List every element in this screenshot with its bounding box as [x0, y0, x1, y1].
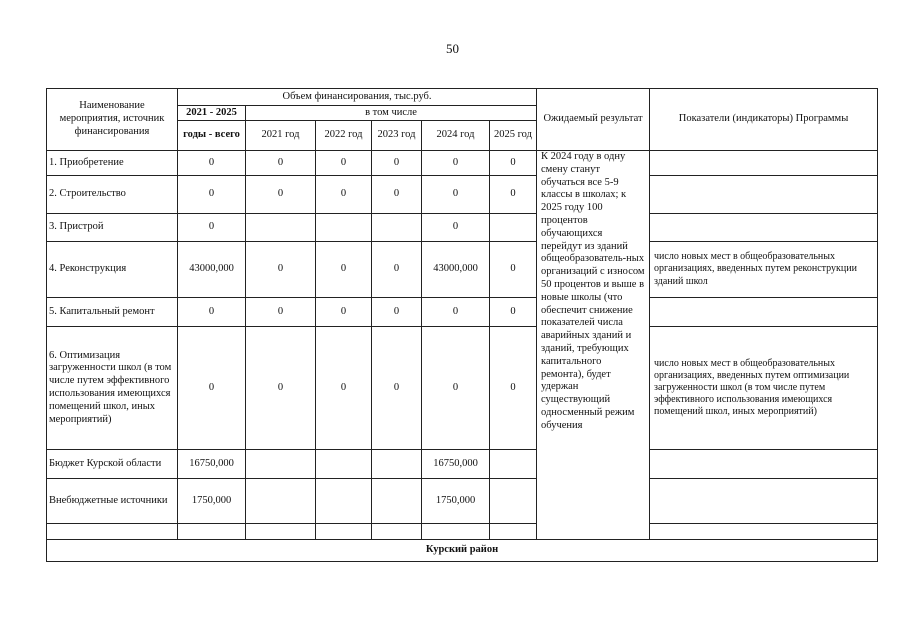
row-name: 3. Пристрой — [47, 214, 178, 242]
row-2021: 0 — [246, 298, 316, 327]
row-2022: 0 — [316, 298, 372, 327]
row-2021: 0 — [246, 242, 316, 298]
row-2025: 0 — [490, 242, 537, 298]
row-name: 6. Оптимизация загруженности школ (в том числе путем эффективного использования имеющихся помещений школ, иных мероприятий) — [47, 327, 178, 450]
indicator-cell — [650, 479, 878, 524]
row-name: Внебюджетные источники — [47, 479, 178, 524]
indicator-cell — [650, 450, 878, 479]
table-row — [47, 214, 878, 242]
row-2022 — [316, 214, 372, 242]
row-2024: 16750,000 — [422, 450, 490, 479]
row-name: 5. Капитальный ремонт — [47, 298, 178, 327]
table-row — [47, 176, 878, 214]
row-2022: 0 — [316, 327, 372, 450]
row-total: 0 — [178, 176, 246, 214]
row-2024: 1750,000 — [422, 479, 490, 524]
row-total: 1750,000 — [178, 479, 246, 524]
header-row-1 — [47, 89, 878, 106]
row-name: 4. Реконструкция — [47, 242, 178, 298]
row-2021: 0 — [246, 151, 316, 176]
header-year-2022: 2022 год — [316, 121, 372, 151]
row-2022 — [316, 450, 372, 479]
row-2024: 0 — [422, 327, 490, 450]
header-year-2025: 2025 год — [490, 121, 537, 151]
header-year-2023: 2023 год — [372, 121, 422, 151]
empty-cell — [246, 524, 316, 540]
row-2024: 0 — [422, 214, 490, 242]
row-name: 2. Строительство — [47, 176, 178, 214]
indicator-cell — [650, 151, 878, 176]
row-2025 — [490, 479, 537, 524]
header-period: 2021 - 2025 — [178, 106, 246, 121]
indicator-optimization: число новых мест в общеобразовательных организациях, введенных путем оптимизации загруженности школ (в том числе путем эффективного использования имеющихся помещений школ, иных мероприятий) — [650, 327, 878, 450]
header-year-2021: 2021 год — [246, 121, 316, 151]
budget-table — [46, 88, 878, 562]
empty-cell — [47, 524, 178, 540]
row-total: 43000,000 — [178, 242, 246, 298]
row-2023 — [372, 214, 422, 242]
row-total: 0 — [178, 214, 246, 242]
indicator-cell — [650, 214, 878, 242]
header-name-col: Наименование мероприятия, источник финансирования — [47, 89, 178, 151]
row-2023 — [372, 450, 422, 479]
row-name: 1. Приобретение — [47, 151, 178, 176]
empty-cell — [178, 524, 246, 540]
table-row — [47, 479, 878, 524]
row-2021: 0 — [246, 176, 316, 214]
table-row — [47, 298, 878, 327]
row-2023: 0 — [372, 151, 422, 176]
expected-result-text: К 2024 году в одну смену станут обучаться все 5-9 классы в школах; к 2025 году 100 процентов обучающихся перейдут из зданий общеобразователь-ных организаций с износом 50 процентов и выше в новые школы (что обеспечит снижение показателей числа аварийных зданий и зданий, требующих капитального ремонта), будет удержан существующий односменный режим обучения — [537, 151, 650, 540]
table-row — [47, 151, 878, 176]
row-2021 — [246, 450, 316, 479]
indicator-reconstruction: число новых мест в общеобразовательных организациях, введенных путем реконструкции зданий школ — [650, 242, 878, 298]
district-title: Курский район — [47, 540, 878, 562]
row-2025: 0 — [490, 327, 537, 450]
row-2025: 0 — [490, 151, 537, 176]
header-including: в том числе — [246, 106, 537, 121]
empty-cell — [316, 524, 372, 540]
empty-cell — [422, 524, 490, 540]
header-funding-total: Объем финансирования, тыс.руб. — [178, 89, 537, 106]
header-indicators: Показатели (индикаторы) Программы — [650, 89, 878, 151]
table-row — [47, 450, 878, 479]
row-2021: 0 — [246, 327, 316, 450]
header-years-total: годы - всего — [178, 121, 246, 151]
empty-cell — [490, 524, 537, 540]
indicator-cell — [650, 176, 878, 214]
row-2021 — [246, 214, 316, 242]
row-total: 0 — [178, 151, 246, 176]
header-year-2024: 2024 год — [422, 121, 490, 151]
row-2025: 0 — [490, 176, 537, 214]
row-2023: 0 — [372, 298, 422, 327]
row-2021 — [246, 479, 316, 524]
row-2023: 0 — [372, 327, 422, 450]
row-2025: 0 — [490, 298, 537, 327]
row-2023: 0 — [372, 176, 422, 214]
empty-cell — [650, 524, 878, 540]
row-total: 0 — [178, 327, 246, 450]
row-2024: 0 — [422, 176, 490, 214]
page-number: 50 — [446, 41, 459, 56]
row-2022 — [316, 479, 372, 524]
row-name: Бюджет Курской области — [47, 450, 178, 479]
row-2022: 0 — [316, 151, 372, 176]
row-2022: 0 — [316, 242, 372, 298]
row-2024: 0 — [422, 151, 490, 176]
indicator-cell — [650, 298, 878, 327]
row-2024: 43000,000 — [422, 242, 490, 298]
row-total: 16750,000 — [178, 450, 246, 479]
table-row — [47, 327, 878, 450]
empty-row — [47, 524, 878, 540]
row-2023: 0 — [372, 242, 422, 298]
row-2024: 0 — [422, 298, 490, 327]
row-2023 — [372, 479, 422, 524]
row-total: 0 — [178, 298, 246, 327]
header-expected-result: Ожидаемый результат — [537, 89, 650, 151]
table-row — [47, 242, 878, 298]
row-2022: 0 — [316, 176, 372, 214]
row-2025 — [490, 214, 537, 242]
row-2025 — [490, 450, 537, 479]
empty-cell — [372, 524, 422, 540]
district-row — [47, 540, 878, 562]
